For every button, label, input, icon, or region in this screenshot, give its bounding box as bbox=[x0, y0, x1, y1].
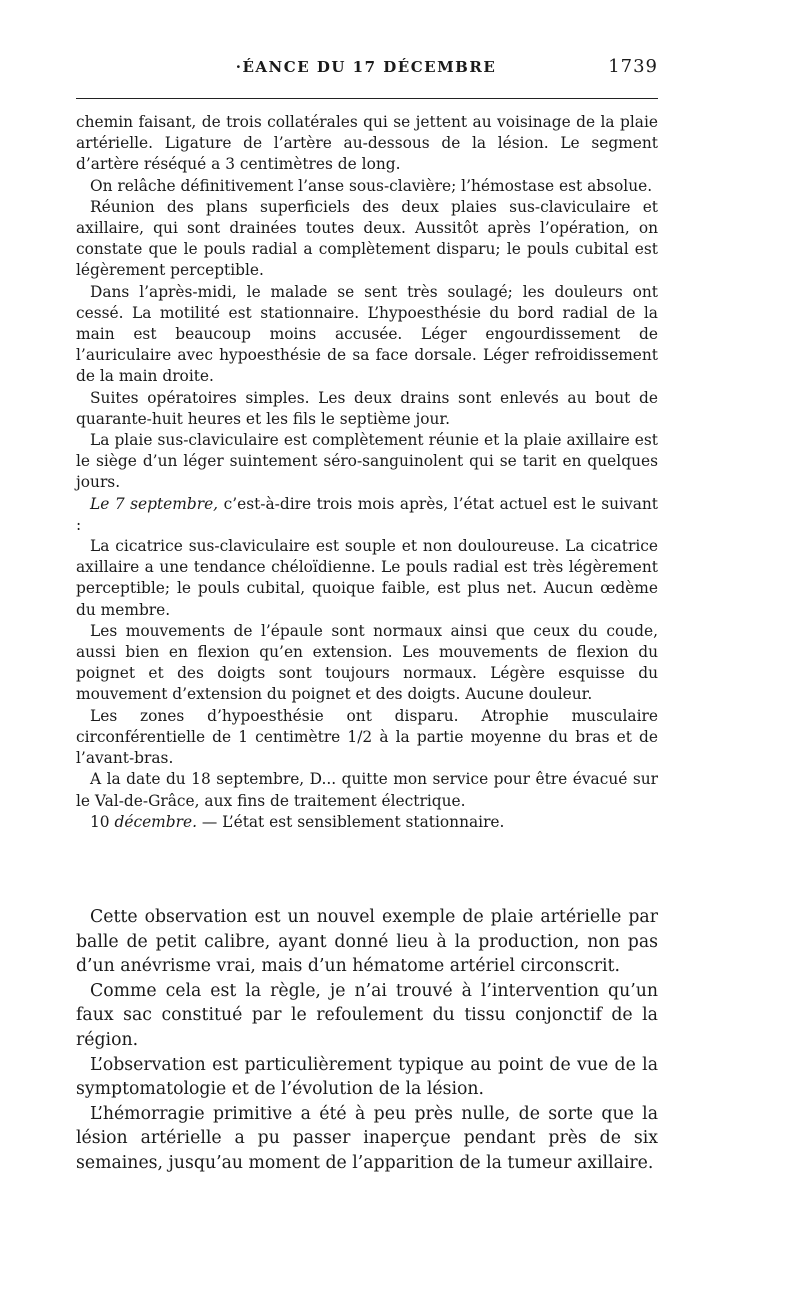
date-italic: décembre. bbox=[114, 812, 197, 831]
observation-paragraph bbox=[76, 812, 658, 833]
commentary-paragraph: L’hémorragie primitive a été à peu près nulle, de sorte que la lésion artérielle a pu passer inaperçue pendant près de six semaines, jusqu’au moment de l’apparition de la tumeur axillaire. bbox=[76, 1103, 658, 1173]
commentary-paragraph: Cette observation est un nouvel exemple de plaie artérielle par balle de petit calibre, ayant donné lieu à la production, non pas d’un anévrisme vrai, mais d’un hématome artériel circonscrit. bbox=[76, 907, 658, 977]
commentary-paragraph: L’observation est particulièrement typique au point de vue de la symptomatologie et de l’évolution de la lésion. bbox=[76, 1054, 658, 1100]
observation-paragraph bbox=[76, 494, 658, 536]
observation-paragraph: A la date du 18 septembre, D... quitte mon service pour être évacué sur le Val-de-Grâce, aux fins de traitement électrique. bbox=[76, 770, 658, 810]
observation-paragraph: Dans l’après-midi, le malade se sent très soulagé; les douleurs ont cessé. La motilité est stationnaire. L’hypoesthésie du bord radial de la main est beaucoup moins accusée. Léger engourdissement de l’auriculaire avec hypoesthésie de sa face dorsale. Léger refroidissement de la main droite. bbox=[76, 282, 658, 386]
header-rule bbox=[76, 98, 658, 99]
observation-paragraph: La plaie sus-claviculaire est complètement réunie et la plaie axillaire est le siège d’un léger suintement séro-sanguinolent qui se tarit en quelques jours. bbox=[76, 431, 658, 492]
observation-paragraph: On relâche définitivement l’anse sous-clavière; l’hémostase est absolue. bbox=[90, 176, 653, 195]
observation-paragraph: La cicatrice sus-claviculaire est souple et non douloureuse. La cicatrice axillaire a une tendance chéloïdienne. Le pouls radial est très légèrement perceptible; le pouls cubital, quoique faible, est plus net. Aucun œdème du membre. bbox=[76, 537, 658, 619]
running-header bbox=[76, 56, 656, 82]
header-title: ·ÉANCE DU 17 DÉCEMBRE bbox=[235, 58, 497, 76]
page-number: 1739 bbox=[608, 56, 658, 77]
observation-paragraph: Les zones d’hypoesthésie ont disparu. Atrophie musculaire circonférentielle de 1 centimètre 1/2 à la partie moyenne du bras et de l’avant-bras. bbox=[76, 706, 658, 768]
date-italic: Le 7 septembre, bbox=[90, 494, 219, 513]
observation-section bbox=[76, 112, 658, 833]
paragraph-text: — L’état est sensiblement stationnaire. bbox=[196, 812, 505, 831]
commentary-paragraph: Comme cela est la règle, je n’ai trouvé à l’intervention qu’un faux sac constitué par le refoulement du tissu conjonctif de la région. bbox=[76, 980, 658, 1050]
observation-paragraph: chemin faisant, de trois collatérales qui se jettent au voisinage de la plaie artérielle. Ligature de l’artère au-dessous de la lésion. Le segment d’artère réséqué a 3 centimètres de long. bbox=[76, 113, 658, 174]
commentary-section bbox=[76, 905, 658, 1176]
observation-paragraph: Suites opératoires simples. Les deux drains sont enlevés au bout de quarante-huit heures et les fils le septième jour. bbox=[76, 388, 658, 428]
paragraph-text: 10 bbox=[90, 812, 115, 831]
observation-paragraph: Réunion des plans superficiels des deux plaies sus-claviculaire et axillaire, qui sont drainées toutes deux. Aussitôt après l’opération, on constate que le pouls radial a complètement disparu; le pouls cubital est légèrement perceptible. bbox=[76, 197, 658, 280]
observation-paragraph: Les mouvements de l’épaule sont normaux ainsi que ceux du coude, aussi bien en flexion qu’en extension. Les mouvements de flexion du poignet et des doigts sont toujours normaux. Légère esquisse du mouvement d’extension du poignet et des doigts. Aucune douleur. bbox=[76, 621, 658, 704]
paragraph-text: c’est-à-dire trois mois après, l’état actuel est le suivant : bbox=[76, 494, 658, 534]
